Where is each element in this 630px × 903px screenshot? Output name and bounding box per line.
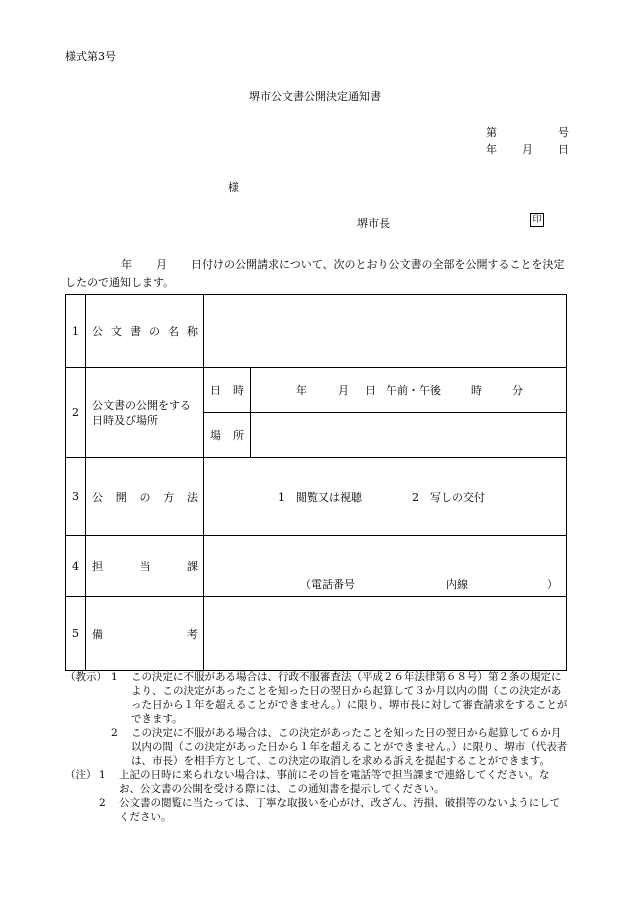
number-prefix: 第 [486, 126, 497, 139]
note-number: 1 [111, 671, 118, 683]
number-suffix: 号 [558, 126, 569, 139]
intro-year: 年 [121, 258, 132, 271]
remarks-field[interactable] [204, 597, 567, 671]
note-item [65, 726, 570, 768]
dt-minute: 分 [512, 384, 523, 397]
row-number: 4 [66, 536, 86, 597]
label-char: 文 [111, 325, 122, 338]
label-char: 法 [187, 490, 198, 504]
row-label-document-name [86, 295, 204, 368]
kyoji-label: （教示） [65, 671, 107, 683]
label-char: 開 [115, 490, 127, 504]
label-method [92, 489, 203, 505]
table-row [66, 368, 567, 413]
form-number: 様式第3号 [65, 50, 116, 63]
phone-extension: 内線 [446, 578, 468, 591]
details-table [65, 294, 567, 671]
row-number: 3 [66, 458, 86, 536]
label-char: 公 [92, 490, 103, 504]
label-datetime [204, 382, 250, 398]
label-char: 書 [130, 325, 141, 338]
label-department [92, 558, 203, 574]
method-option-copy[interactable]: 2 写しの交付 [412, 490, 485, 504]
label-char: 考 [187, 627, 198, 641]
label-char: 当 [139, 560, 151, 573]
datetime-label-cell [204, 368, 251, 413]
label-char: 日 [210, 384, 221, 397]
phone-close: ） [547, 578, 558, 591]
date-year: 年 [486, 143, 497, 156]
label-char: 時 [233, 384, 244, 397]
note-text: 上記の日時に来られない場合は、事前にその旨を電話等で担当課まで連絡してください。なお、公文書の公開を受ける際には、この通知書を提示してください。 [119, 769, 550, 795]
label-char: の [149, 325, 160, 338]
row-number: 1 [66, 295, 86, 368]
addressee-suffix: 様 [228, 181, 239, 194]
note-item [65, 768, 570, 796]
note-text: この決定に不服がある場合は、この決定があったことを知った日の翌日から起算して６か月以内の間（この決定があった日から１年を超えることができません。）に限り、堺市（代表者は、市長）を相手方として、この決定の取消しを求める訴えを提起することができます。 [131, 727, 568, 767]
label-char: 方 [163, 490, 175, 504]
department-field[interactable] [204, 536, 567, 597]
label-char: 称 [187, 325, 198, 338]
table-row [66, 597, 567, 671]
dt-hour: 時 [471, 384, 482, 397]
date-month: 月 [522, 143, 533, 156]
note-number: 1 [99, 769, 106, 781]
label-document-name [92, 323, 203, 339]
note-text: 公文書の閲覧に当たっては、丁寧な取扱いを心がけ、改ざん、汚損、破損等のないようにしてください。 [119, 797, 561, 823]
label-place [204, 427, 250, 443]
method-option-view[interactable]: 1 閲覧又は視聴 [278, 490, 362, 504]
row-number: 2 [66, 368, 86, 458]
dt-day: 日 [365, 384, 376, 397]
dt-year: 年 [296, 384, 307, 397]
note-text: この決定に不服がある場合は、行政不服審査法（平成２６年法律第６８号）第２条の規定により、この決定があったことを知った日の翌日から起算して３か月以内の間（この決定があった日から１年を超えることができません。）に限り、堺市長に対して審査請求をすることができます。 [131, 671, 568, 725]
row-label-datetime-place: 公文書の公開をする日時及び場所 [86, 368, 204, 458]
place-label-cell [204, 413, 251, 458]
place-field[interactable] [251, 413, 567, 458]
note-item [65, 670, 570, 726]
label-char: 担 [92, 560, 103, 573]
row-label-method [86, 458, 204, 536]
method-field [204, 458, 567, 536]
table-row [66, 458, 567, 536]
row-number: 5 [66, 597, 86, 671]
note-number: 2 [111, 727, 118, 739]
label-char: 場 [210, 429, 221, 442]
dt-month: 月 [338, 384, 349, 397]
label-char: 所 [233, 429, 244, 442]
intro-text: 日付けの公開請求について、次のとおり公文書の全部を公開することを決定したので通知します。 [65, 258, 565, 289]
datetime-field[interactable] [251, 368, 567, 413]
intro-paragraph [65, 256, 570, 292]
table-row [66, 295, 567, 368]
sender-name: 堺市長 [357, 217, 390, 230]
intro-month: 月 [156, 258, 167, 271]
table-row [66, 536, 567, 597]
label-char: 名 [168, 325, 179, 338]
seal-stamp: 印 [530, 213, 544, 227]
label-remarks [92, 626, 203, 642]
label-char: 備 [92, 627, 103, 641]
row-label-remarks [86, 597, 204, 671]
label-char: 公 [92, 325, 103, 338]
notes-section [65, 670, 570, 824]
label-char: 課 [187, 560, 198, 573]
date-day: 日 [558, 143, 569, 156]
row-label-department [86, 536, 204, 597]
chu-label: （注） [65, 769, 97, 781]
note-item [65, 796, 570, 824]
note-number: 2 [99, 797, 106, 809]
document-name-field[interactable] [204, 295, 567, 368]
document-title: 堺市公文書公開決定通知書 [249, 90, 381, 103]
label-char: の [139, 490, 151, 504]
dt-ampm: 午前・午後 [386, 384, 441, 397]
phone-open: （電話番号 [300, 578, 355, 591]
